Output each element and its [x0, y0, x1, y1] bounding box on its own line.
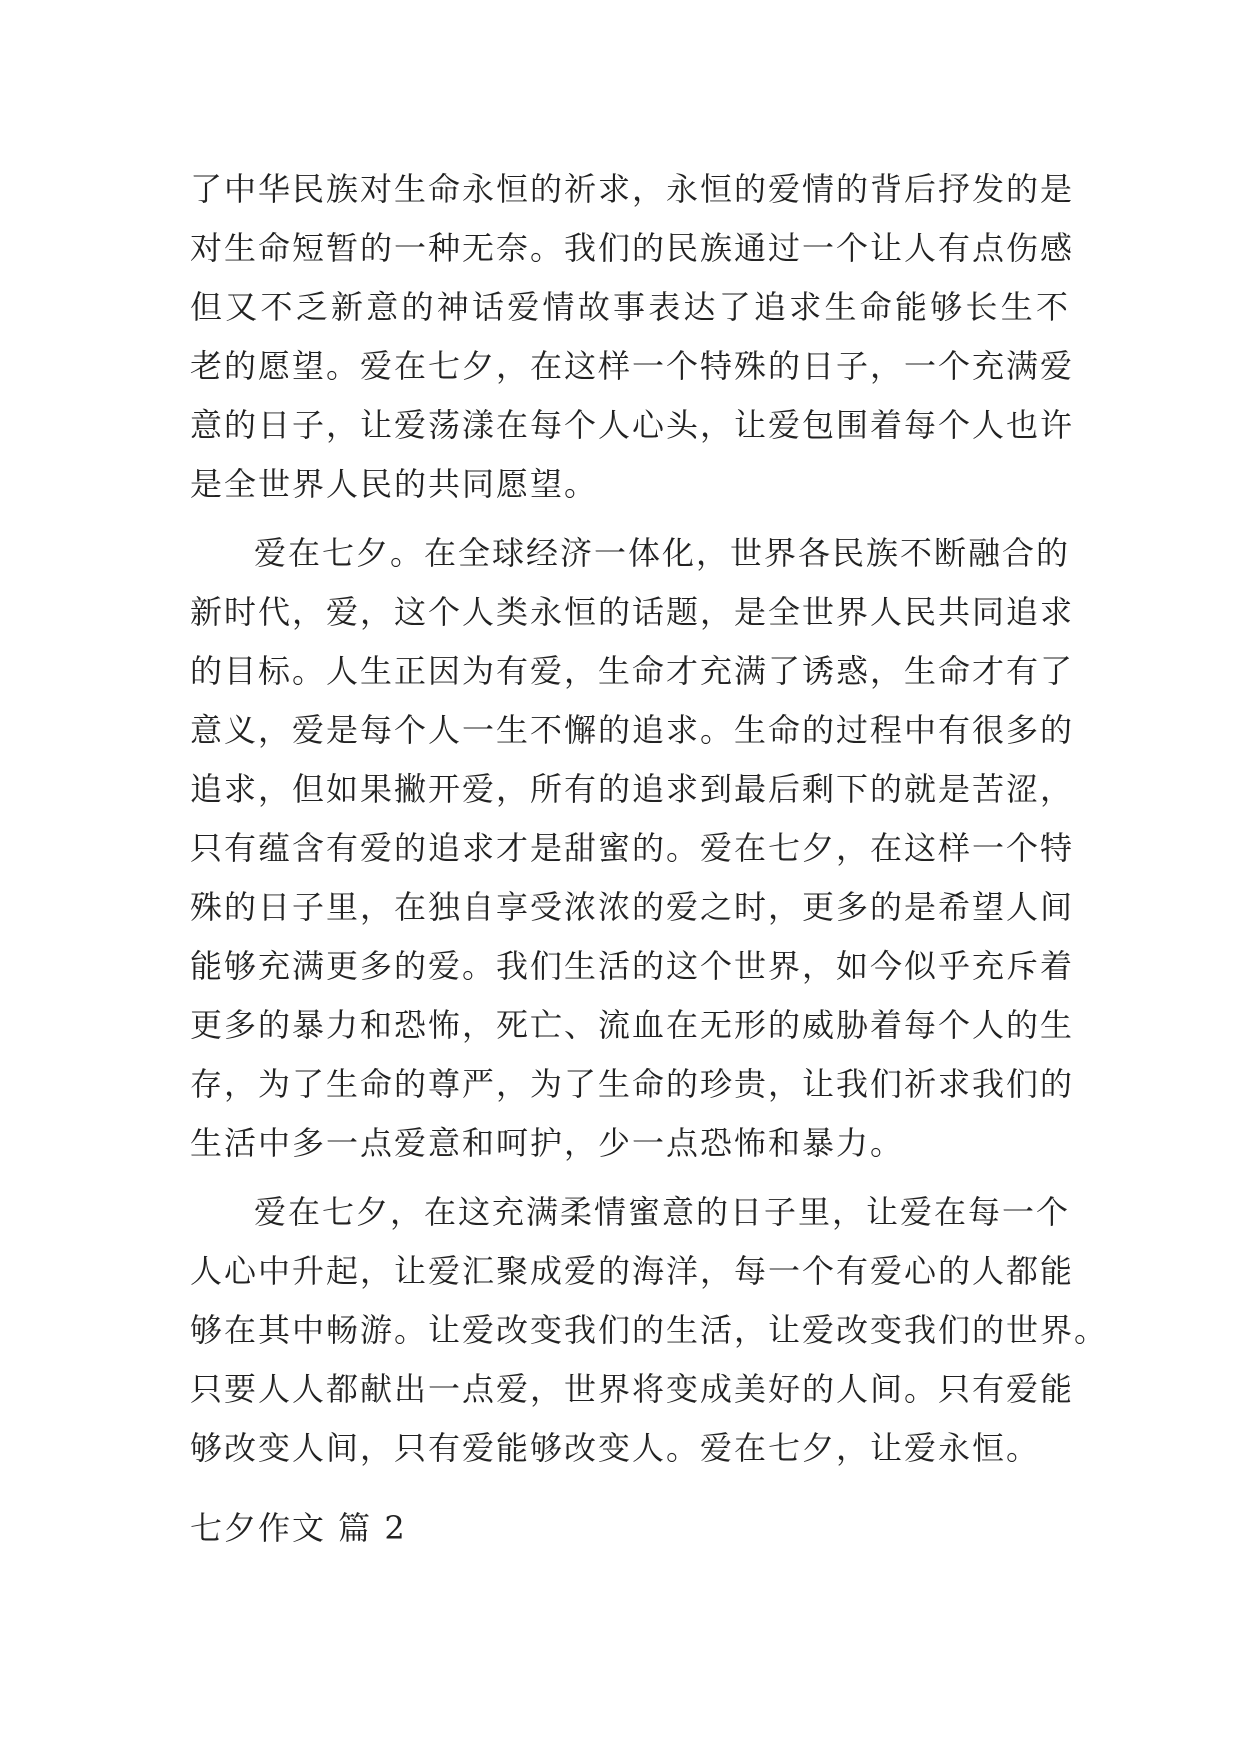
text-line: 生活中多一点爱意和呵护，少一点恐怖和暴力。 — [190, 1124, 905, 1162]
text-line: 但又不乏新意的神话爱情故事表达了追求生命能够长生不 — [190, 288, 1070, 326]
text-line: 追求，但如果撇开爱，所有的追求到最后剩下的就是苦涩， — [190, 770, 1075, 808]
text-line: 的目标。人生正因为有爱，生命才充满了诱惑，生命才有了 — [190, 652, 1075, 690]
text-line: 够改变人间，只有爱能够改变人。爱在七夕，让爱永恒。 — [190, 1429, 1041, 1467]
paragraph-2 — [190, 524, 1075, 1173]
text-line: 更多的暴力和恐怖，死亡、流血在无形的威胁着每个人的生 — [190, 1006, 1075, 1044]
text-line: 爱在七夕，在这充满柔情蜜意的日子里，让爱在每一个 — [254, 1193, 1071, 1231]
section-heading: 七夕作文 篇 2 — [190, 1509, 407, 1547]
text-line: 老的愿望。爱在七夕，在这样一个特殊的日子，一个充满爱 — [190, 347, 1075, 385]
paragraph-gap — [190, 1173, 1070, 1183]
text-line: 是全世界人民的共同愿望。 — [190, 465, 599, 503]
text-line: 只有蕴含有爱的追求才是甜蜜的。爱在七夕，在这样一个特 — [190, 829, 1075, 867]
text-line: 了中华民族对生命永恒的祈求，永恒的爱情的背后抒发的是 — [190, 170, 1075, 208]
text-line: 对生命短暂的一种无奈。我们的民族通过一个让人有点伤感 — [190, 229, 1075, 267]
document-body — [190, 160, 1109, 1478]
text-line: 殊的日子里，在独自享受浓浓的爱之时，更多的是希望人间 — [190, 888, 1075, 926]
text-line: 人心中升起，让爱汇聚成爱的海洋，每一个有爱心的人都能 — [190, 1252, 1075, 1290]
text-line: 只要人人都献出一点爱，世界将变成美好的人间。只有爱能 — [190, 1370, 1075, 1408]
text-line: 新时代，爱，这个人类永恒的话题，是全世界人民共同追求 — [190, 593, 1075, 631]
text-line: 能够充满更多的爱。我们生活的这个世界，如今似乎充斥着 — [190, 947, 1075, 985]
paragraph-gap — [190, 514, 1070, 524]
paragraph-1 — [190, 160, 1075, 514]
text-line: 意义，爱是每个人一生不懈的追求。生命的过程中有很多的 — [190, 711, 1075, 749]
text-line: 爱在七夕。在全球经济一体化，世界各民族不断融合的 — [254, 534, 1071, 572]
text-line: 意的日子，让爱荡漾在每个人心头，让爱包围着每个人也许 — [190, 406, 1075, 444]
paragraph-3 — [190, 1183, 1109, 1478]
text-line: 存，为了生命的尊严，为了生命的珍贵，让我们祈求我们的 — [190, 1065, 1075, 1103]
text-line: 够在其中畅游。让爱改变我们的生活，让爱改变我们的世界。 — [190, 1311, 1109, 1349]
